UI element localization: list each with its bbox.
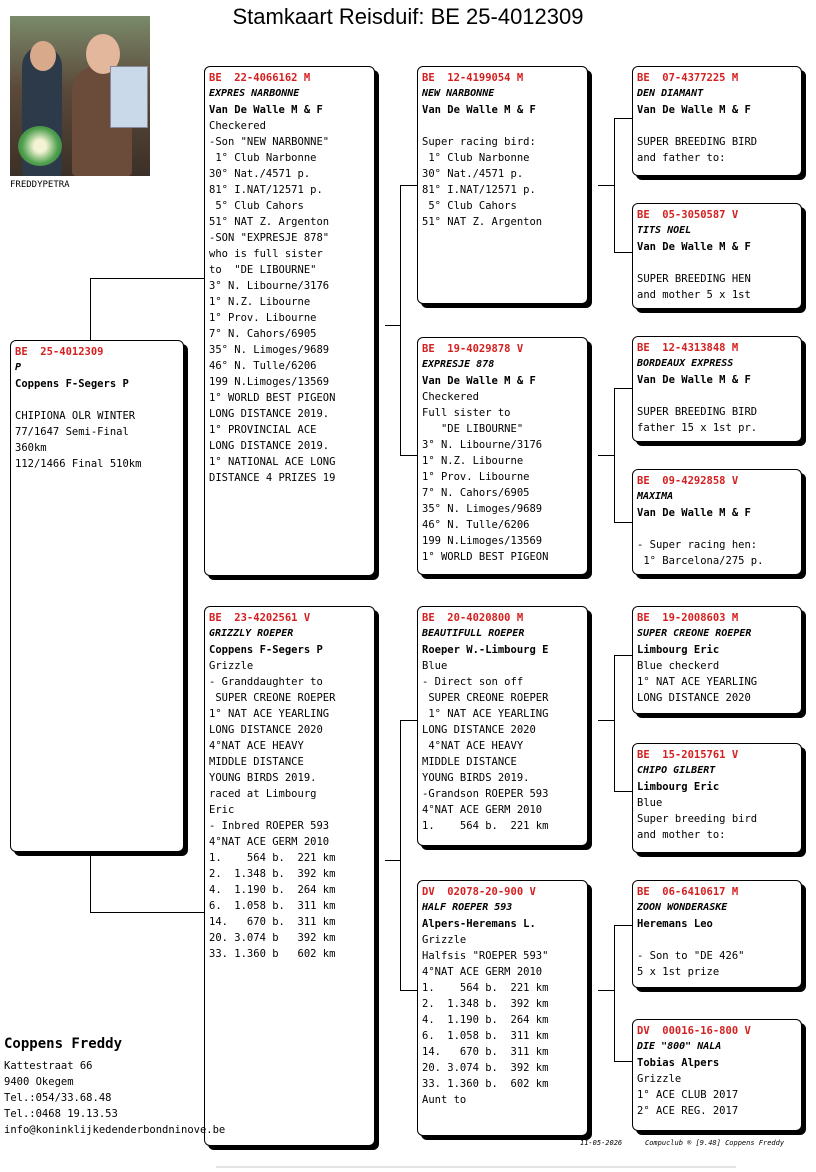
pedigree-note-line: 1° NAT ACE YEARLING [637,676,758,688]
pedigree-card-paternal-grandfather [417,66,588,304]
pedigree-note-line: 4°NAT ACE GERM 2010 [422,966,543,978]
pedigree-note-line: LONG DISTANCE 2019. [209,440,330,452]
breeder-name: Limbourg Eric [637,644,720,656]
pedigree-note-line: LONG DISTANCE 2020 [422,724,536,736]
pigeon-name: BEAUTIFULL ROEPER [422,628,525,639]
pedigree-card-maternal-grandmother [417,880,588,1136]
pedigree-note-line: - Granddaughter to [209,676,323,688]
breeder-name: Heremans Leo [637,918,713,930]
pigeon-name: EXPRESJE 878 [422,359,495,370]
ring-number: DV 00016-16-800 V [637,1025,751,1037]
pedigree-note-line: 46° N. Tulle/6206 [422,519,530,531]
pedigree-note-line: 51° NAT Z. Argenton [209,216,330,228]
breeder-name: Van De Walle M & F [209,104,323,116]
pedigree-note-line: CHIPIONA OLR WINTER [15,410,136,422]
ring-number: BE 06-6410617 M [637,886,739,898]
pedigree-note-line: - Super racing hen: [637,539,758,551]
pedigree-note-line: Checkered [209,120,266,132]
connector-line [400,990,417,991]
pedigree-note-line: 4°NAT ACE GERM 2010 [422,804,543,816]
connector-line [598,720,615,721]
pedigree-note-line: 14. 670 b. 311 km [209,916,336,928]
pedigree-note-line: 112/1466 Final 510km [15,458,142,470]
breeder-name: Van De Walle M & F [422,375,536,387]
pedigree-note-line: 1° N.Z. Libourne [422,455,524,467]
pedigree-note-line: - Inbred ROEPER 593 [209,820,330,832]
connector-line [400,720,417,721]
ring-number: BE 15-2015761 V [637,749,739,761]
pedigree-card-mff [632,606,802,714]
connector-line [614,925,615,1061]
pedigree-note-line: LONG DISTANCE 2020 [637,692,751,704]
ring-number: BE 12-4313848 M [637,342,739,354]
breeder-name: Van De Walle M & F [637,241,751,253]
pigeon-name: SUPER CREONE ROEPER [637,628,752,639]
owner-phone-1: Tel.:054/33.68.48 [4,1092,112,1104]
pedigree-card-fmf [632,336,802,442]
connector-line [385,325,401,326]
pedigree-card-mother [204,606,375,1146]
pedigree-note-line: 7° N. Cahors/6905 [209,328,317,340]
pedigree-note-line: -SON "EXPRESJE 878" [209,232,330,244]
connector-line [614,522,632,523]
pigeon-name: GRIZZLY ROEPER [209,628,294,639]
pedigree-note-line: 5° Club Cahors [422,200,517,212]
pigeon-name: MAXIMA [637,491,674,502]
pedigree-note-line: DISTANCE 4 PRIZES 19 [209,472,336,484]
page-title: Stamkaart Reisduif: BE 25-4012309 [232,4,584,29]
owner-city: 9400 Okegem [4,1076,74,1088]
pedigree-note-line: 3° N. Libourne/3176 [209,280,330,292]
ring-number: BE 25-4012309 [15,346,104,358]
connector-line [598,990,615,991]
ring-number: BE 12-4199054 M [422,72,524,84]
owner-phone-2: Tel.:0468 19.13.53 [4,1108,118,1120]
pedigree-note-line [637,118,797,134]
breeder-name: Coppens F-Segers P [15,378,129,390]
owner-address: Kattestraat 66 [4,1060,93,1072]
pedigree-card-fff [632,66,802,176]
pedigree-note-line: LONG DISTANCE 2019. [209,408,330,420]
pedigree-note-line: 35° N. Limoges/9689 [209,344,330,356]
connector-line [400,185,401,455]
pigeon-name: BORDEAUX EXPRESS [637,358,734,369]
breeder-name: Van De Walle M & F [422,104,536,116]
pigeon-name: DEN DIAMANT [637,88,704,99]
ring-number: BE 19-4029878 V [422,343,524,355]
pedigree-note-line: 1° Prov. Libourne [422,471,530,483]
breeder-name: Coppens F-Segers P [209,644,323,656]
pedigree-note-line: Full sister to [422,407,511,419]
pedigree-note-line: 2. 1.348 b. 392 km [209,868,336,880]
pigeon-name: P [15,362,22,373]
pedigree-note-line: 4°NAT ACE GERM 2010 [209,836,330,848]
pigeon-name: TITS NOEL [637,225,692,236]
pedigree-note-line: 35° N. Limoges/9689 [422,503,543,515]
pedigree-card-mmm [632,1019,802,1131]
pedigree-note-line: Halfsis "ROEPER 593" [422,950,549,962]
pedigree-note-line: MIDDLE DISTANCE [422,756,517,768]
pedigree-note-line: 1° NAT ACE YEARLING [209,708,330,720]
pedigree-note-line: - Direct son off [422,676,524,688]
print-date: 11-05-2026 [580,1139,623,1147]
pedigree-note-line: who is full sister [209,248,323,260]
connector-line [400,185,417,186]
pedigree-note-line [422,118,583,134]
pedigree-note-line: Blue [637,797,663,809]
pedigree-note-line [637,255,797,271]
pedigree-note-line: 7° N. Cahors/6905 [422,487,530,499]
pedigree-note-line: 6. 1.058 b. 311 km [209,900,336,912]
pedigree-card-ffm [632,203,802,309]
pedigree-card-father [204,66,375,576]
pedigree-note-line: SUPER CREONE ROEPER [209,692,336,704]
pedigree-note-line: Eric [209,804,235,816]
pedigree-note-line: 81° I.NAT/12571 p. [209,184,323,196]
pedigree-note-line [15,392,179,408]
owner-name: Coppens Freddy [4,1036,123,1052]
pedigree-note-line: 199 N.Limoges/13569 [422,535,543,547]
pedigree-note-line: 14. 670 b. 311 km [422,1046,549,1058]
pedigree-note-line: - Son to "DE 426" [637,950,745,962]
pedigree-note-line: YOUNG BIRDS 2019. [422,772,530,784]
owner-email[interactable]: info@koninklijkedenderbondninove.be [4,1124,226,1136]
connector-line [90,912,204,913]
pedigree-card-mmf [632,880,802,988]
connector-line [90,278,204,279]
pedigree-note-line: LONG DISTANCE 2020 [209,724,323,736]
breeder-name: Van De Walle M & F [637,507,751,519]
owner-photo [10,16,150,176]
pedigree-note-line: -Son "NEW NARBONNE" [209,136,330,148]
connector-line [614,118,615,252]
connector-line [614,655,632,656]
ring-number: BE 19-2008603 M [637,612,739,624]
pedigree-note-line: Aunt to [422,1094,467,1106]
pedigree-note-line: 1° NAT ACE YEARLING [422,708,549,720]
pedigree-note-line: Grizzle [209,660,254,672]
breeder-name: Roeper W.-Limbourg E [422,644,549,656]
ring-number: BE 20-4020800 M [422,612,524,624]
pedigree-note-line [637,521,797,537]
breeder-name: Tobias Alpers [637,1057,720,1069]
pedigree-note-line [637,932,797,948]
breeder-name: Limbourg Eric [637,781,720,793]
pedigree-note-line: 1. 564 b. 221 km [422,820,549,832]
breeder-name: Van De Walle M & F [637,374,751,386]
pedigree-note-line: YOUNG BIRDS 2019. [209,772,317,784]
pedigree-note-line: 51° NAT Z. Argenton [422,216,543,228]
pedigree-note-line: 2° ACE REG. 2017 [637,1105,739,1117]
pigeon-name: EXPRES NARBONNE [209,88,300,99]
pigeon-name: CHIPO GILBERT [637,765,716,776]
connector-line [598,455,615,456]
pedigree-note-line: 81° I.NAT/12571 p. [422,184,536,196]
pedigree-note-line: SUPER BREEDING BIRD [637,136,758,148]
pedigree-note-line [637,388,797,404]
pedigree-note-line: MIDDLE DISTANCE [209,756,304,768]
pedigree-note-line: father 15 x 1st pr. [637,422,758,434]
connector-line [614,925,632,926]
pedigree-note-line: and mother to: [637,829,726,841]
pedigree-note-line: 33. 1.360 b 602 km [209,948,336,960]
pedigree-note-line: 5 x 1st prize [637,966,720,978]
pedigree-note-line: 1° N.Z. Libourne [209,296,311,308]
pedigree-note-line: 46° N. Tulle/6206 [209,360,317,372]
connector-line [90,850,91,912]
pigeon-name: NEW NARBONNE [422,88,495,99]
pedigree-note-line: and mother 5 x 1st [637,289,751,301]
pedigree-note-line: 1° PROVINCIAL ACE [209,424,317,436]
breeder-name: Alpers-Heremans L. [422,918,536,930]
connector-line [90,278,91,340]
connector-line [614,118,632,119]
pedigree-card-paternal-grandmother [417,337,588,575]
pedigree-note-line: 1° ACE CLUB 2017 [637,1089,739,1101]
connector-line [614,655,615,791]
pedigree-note-line: 4. 1.190 b. 264 km [209,884,336,896]
pedigree-note-line: 1. 564 b. 221 km [422,982,549,994]
pedigree-note-line: Super breeding bird [637,813,758,825]
pedigree-note-line: 1° Club Narbonne [209,152,317,164]
pedigree-note-line: "DE LIBOURNE" [422,423,524,435]
pedigree-note-line: -Grandson ROEPER 593 [422,788,549,800]
pedigree-note-line: 4°NAT ACE HEAVY [422,740,524,752]
connector-line [614,388,615,522]
ring-number: BE 07-4377225 M [637,72,739,84]
pedigree-note-line: and father to: [637,152,726,164]
pedigree-note-line: 77/1647 Semi-Final [15,426,129,438]
pedigree-note-line: 30° Nat./4571 p. [209,168,311,180]
ring-number: BE 23-4202561 V [209,612,311,624]
pedigree-note-line: Super racing bird: [422,136,536,148]
pedigree-note-line: Grizzle [422,934,467,946]
photo-caption: FREDDYPETRA [10,180,70,190]
pedigree-note-line: 30° Nat./4571 p. [422,168,524,180]
pedigree-note-line: to "DE LIBOURNE" [209,264,317,276]
pedigree-note-line: Checkered [422,391,479,403]
ring-number: DV 02078-20-900 V [422,886,536,898]
pedigree-note-line: Blue [422,660,448,672]
connector-line [614,388,632,389]
software-credit: Compuclub ® [9.48] Coppens Freddy [645,1139,785,1147]
pedigree-note-line: 20. 3.074 b. 392 km [422,1062,549,1074]
pedigree-card-fmm [632,469,802,575]
pedigree-card-mfm [632,743,802,853]
breeder-name: Van De Walle M & F [637,104,751,116]
pigeon-name: DIE "800" NALA [637,1041,722,1052]
ring-number: BE 09-4292858 V [637,475,739,487]
pedigree-note-line: 3° N. Libourne/3176 [422,439,543,451]
pigeon-name: HALF ROEPER 593 [422,902,513,913]
pedigree-note-line: 1° WORLD BEST PIGEON [209,392,336,404]
connector-line [400,720,401,990]
pedigree-note-line: 2. 1.348 b. 392 km [422,998,549,1010]
bottom-divider [216,1166,736,1168]
pedigree-note-line: 1° Barcelona/275 p. [637,555,764,567]
ring-number: BE 05-3050587 V [637,209,739,221]
pedigree-note-line: 1. 564 b. 221 km [209,852,336,864]
pedigree-note-line: 199 N.Limoges/13569 [209,376,330,388]
ring-number: BE 22-4066162 M [209,72,311,84]
pedigree-card-maternal-grandfather [417,606,588,846]
pedigree-note-line: 20. 3.074 b 392 km [209,932,336,944]
pedigree-note-line: Grizzle [637,1073,682,1085]
pedigree-note-line: 4°NAT ACE HEAVY [209,740,304,752]
pedigree-note-line: Blue checkerd [637,660,720,672]
pigeon-name: ZOON WONDERASKE [637,902,728,913]
pedigree-note-line: raced at Limbourg [209,788,317,800]
connector-line [614,252,632,253]
connector-line [614,1061,632,1062]
pedigree-card-subject [10,340,184,852]
pedigree-note-line: SUPER BREEDING HEN [637,273,751,285]
pedigree-note-line: 1° NATIONAL ACE LONG [209,456,336,468]
pedigree-note-line: 1° Club Narbonne [422,152,530,164]
pedigree-note-line: 33. 1.360 b. 602 km [422,1078,549,1090]
pedigree-note-line: 1° WORLD BEST PIGEON [422,551,549,563]
pedigree-note-line: SUPER CREONE ROEPER [422,692,549,704]
pedigree-note-line: 5° Club Cahors [209,200,304,212]
pedigree-note-line: 6. 1.058 b. 311 km [422,1030,549,1042]
pedigree-note-line: 4. 1.190 b. 264 km [422,1014,549,1026]
pedigree-note-line: 360km [15,442,47,454]
pedigree-note-line: SUPER BREEDING BIRD [637,406,758,418]
connector-line [385,860,401,861]
connector-line [598,185,615,186]
pedigree-note-line: 1° Prov. Libourne [209,312,317,324]
connector-line [400,455,417,456]
connector-line [614,791,632,792]
